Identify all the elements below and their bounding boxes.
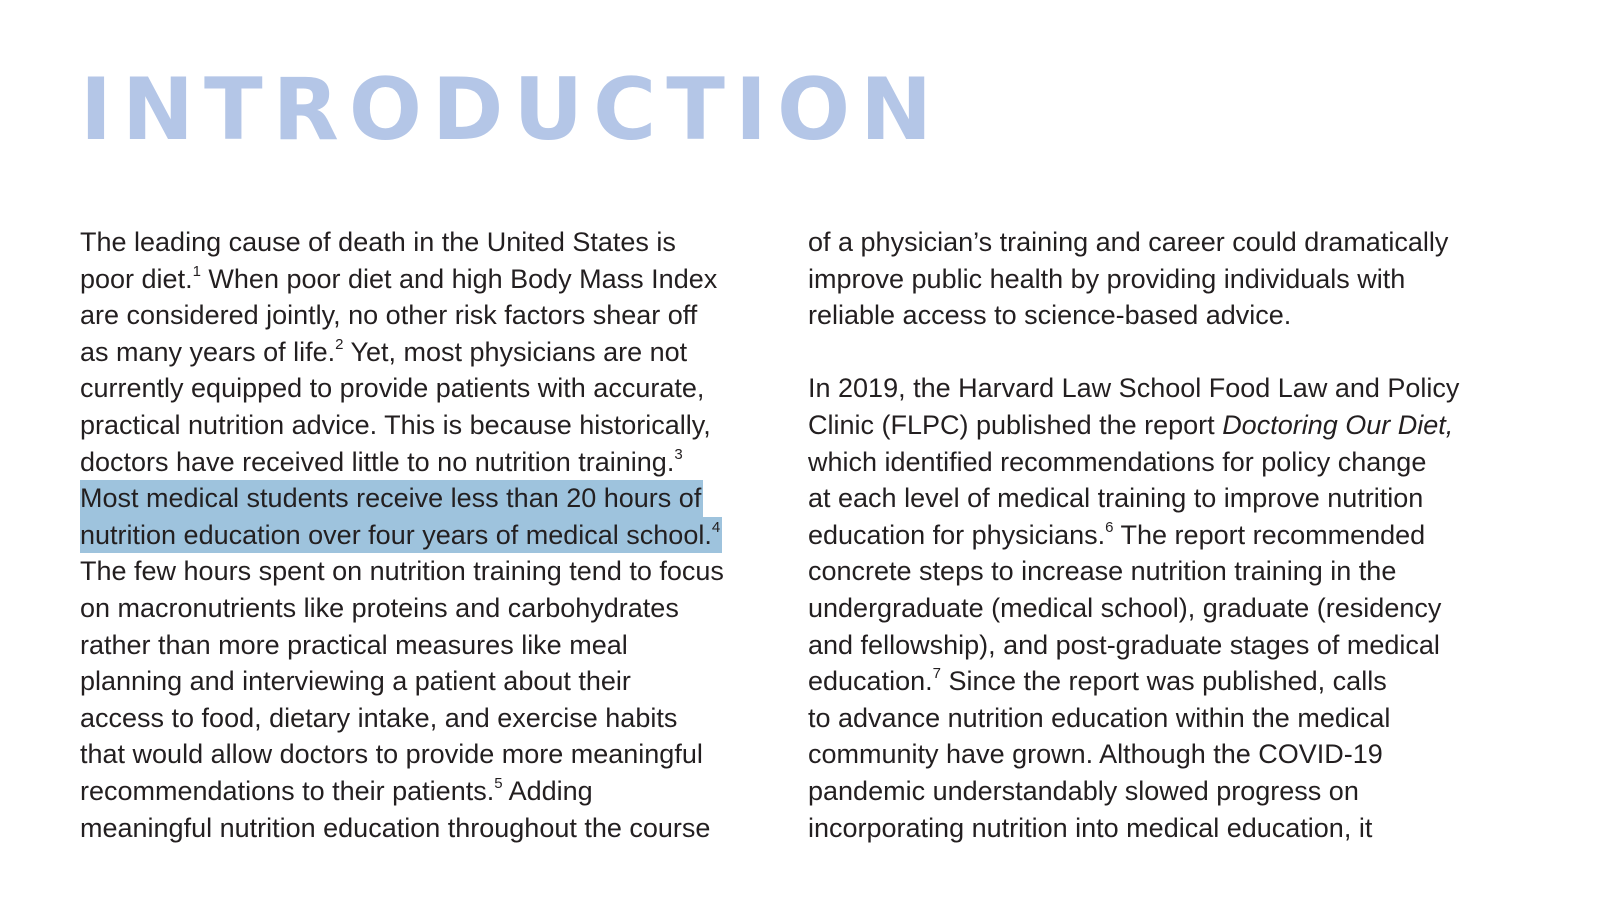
text-line <box>80 553 780 590</box>
text-line <box>80 370 780 407</box>
line-text: rather than more practical measures like meal <box>80 629 628 660</box>
line-text-continued: Adding <box>502 775 593 806</box>
footnote-marker[interactable]: 5 <box>494 774 503 792</box>
paragraph-flpc-report <box>808 370 1508 846</box>
footnote-marker[interactable]: 6 <box>1105 518 1114 536</box>
highlighted-text-line <box>80 517 780 554</box>
text-highlight <box>80 480 703 517</box>
line-text: recommendations to their patients. <box>80 775 495 806</box>
text-line <box>80 663 780 700</box>
line-text: access to food, dietary intake, and exercise habits <box>80 702 678 733</box>
text-line <box>808 224 1508 261</box>
right-column <box>808 224 1508 846</box>
text-line <box>808 700 1508 737</box>
line-text: incorporating nutrition into medical education, it <box>808 812 1373 843</box>
text-line <box>80 773 780 810</box>
line-text: to advance nutrition education within the medical <box>808 702 1391 733</box>
text-line <box>808 517 1508 554</box>
line-text: concrete steps to increase nutrition training in the <box>808 556 1397 587</box>
text-line <box>808 553 1508 590</box>
text-line <box>80 810 780 847</box>
line-text: improve public health by providing individuals with <box>808 263 1406 294</box>
text-line <box>808 627 1508 664</box>
line-text: practical nutrition advice. This is because historically, <box>80 409 711 440</box>
footnote-marker[interactable]: 1 <box>192 262 201 280</box>
line-text: and fellowship), and post-graduate stages of medical <box>808 629 1440 660</box>
line-text: that would allow doctors to provide more meaningful <box>80 739 703 770</box>
line-text-continued: Yet, most physicians are not <box>343 336 688 367</box>
text-line <box>80 407 780 444</box>
line-text: education. <box>808 666 933 697</box>
line-text: as many years of life. <box>80 336 336 367</box>
text-line <box>80 590 780 627</box>
text-line <box>808 736 1508 773</box>
text-line <box>80 736 780 773</box>
footnote-marker[interactable]: 7 <box>932 665 941 683</box>
highlighted-text-line <box>80 480 780 517</box>
text-line <box>80 444 780 481</box>
line-text: education for physicians. <box>808 519 1106 550</box>
line-text-continued: The report recommended <box>1113 519 1426 550</box>
text-line <box>80 224 780 261</box>
text-line <box>80 261 780 298</box>
text-line <box>808 261 1508 298</box>
line-text: are considered jointly, no other risk factors shear off <box>80 300 698 331</box>
text-highlight <box>80 517 722 554</box>
text-line <box>808 297 1508 334</box>
section-heading: INTRODUCTION <box>80 60 943 160</box>
footnote-marker[interactable]: 3 <box>674 445 683 463</box>
line-text: The leading cause of death in the United States is <box>80 227 676 257</box>
line-text: currently equipped to provide patients with accurate, <box>80 373 705 404</box>
line-text: undergraduate (medical school), graduate (residency <box>808 592 1442 623</box>
text-line <box>80 700 780 737</box>
line-text: of a physician’s training and career could dramatically <box>808 227 1449 257</box>
line-text: reliable access to science-based advice. <box>808 300 1292 331</box>
line-text: on macronutrients like proteins and carbohydrates <box>80 592 679 623</box>
text-line <box>808 810 1508 847</box>
line-text: which identified recommendations for policy change <box>808 446 1427 477</box>
text-line <box>808 480 1508 517</box>
line-text-continued: When poor diet and high Body Mass Index <box>200 263 718 294</box>
text-line <box>808 663 1508 700</box>
line-text: nutrition education over four years of medical school. <box>80 519 712 550</box>
text-line <box>808 773 1508 810</box>
line-text: Clinic (FLPC) published the report <box>808 409 1223 440</box>
left-column <box>80 224 780 846</box>
line-text: meaningful nutrition education throughout the course <box>80 812 711 843</box>
line-text: pandemic understandably slowed progress on <box>808 775 1359 806</box>
line-text: doctors have received little to no nutrition training. <box>80 446 675 477</box>
footnote-marker[interactable]: 2 <box>335 335 344 353</box>
line-text: Most medical students receive less than 20 hours of <box>80 483 702 514</box>
footnote-marker[interactable]: 4 <box>711 518 721 536</box>
text-line <box>808 407 1508 444</box>
line-text: poor diet. <box>80 263 193 294</box>
line-text: planning and interviewing a patient about their <box>80 666 631 697</box>
text-line <box>808 444 1508 481</box>
paragraph-continuation <box>808 224 1508 334</box>
line-text-continued: Since the report was published, calls <box>940 666 1387 697</box>
text-line <box>80 334 780 371</box>
line-text: The few hours spent on nutrition training tend to focus <box>80 556 724 587</box>
text-line <box>808 370 1508 407</box>
text-line <box>80 627 780 664</box>
text-line <box>80 297 780 334</box>
line-text: community have grown. Although the COVID-19 <box>808 739 1383 770</box>
text-line <box>808 590 1508 627</box>
line-text: at each level of medical training to improve nutrition <box>808 483 1424 514</box>
paragraph-gap <box>808 334 1508 371</box>
line-text: In 2019, the Harvard Law School Food Law and Policy <box>808 373 1460 404</box>
report-title: Doctoring Our Diet, <box>1222 409 1454 440</box>
